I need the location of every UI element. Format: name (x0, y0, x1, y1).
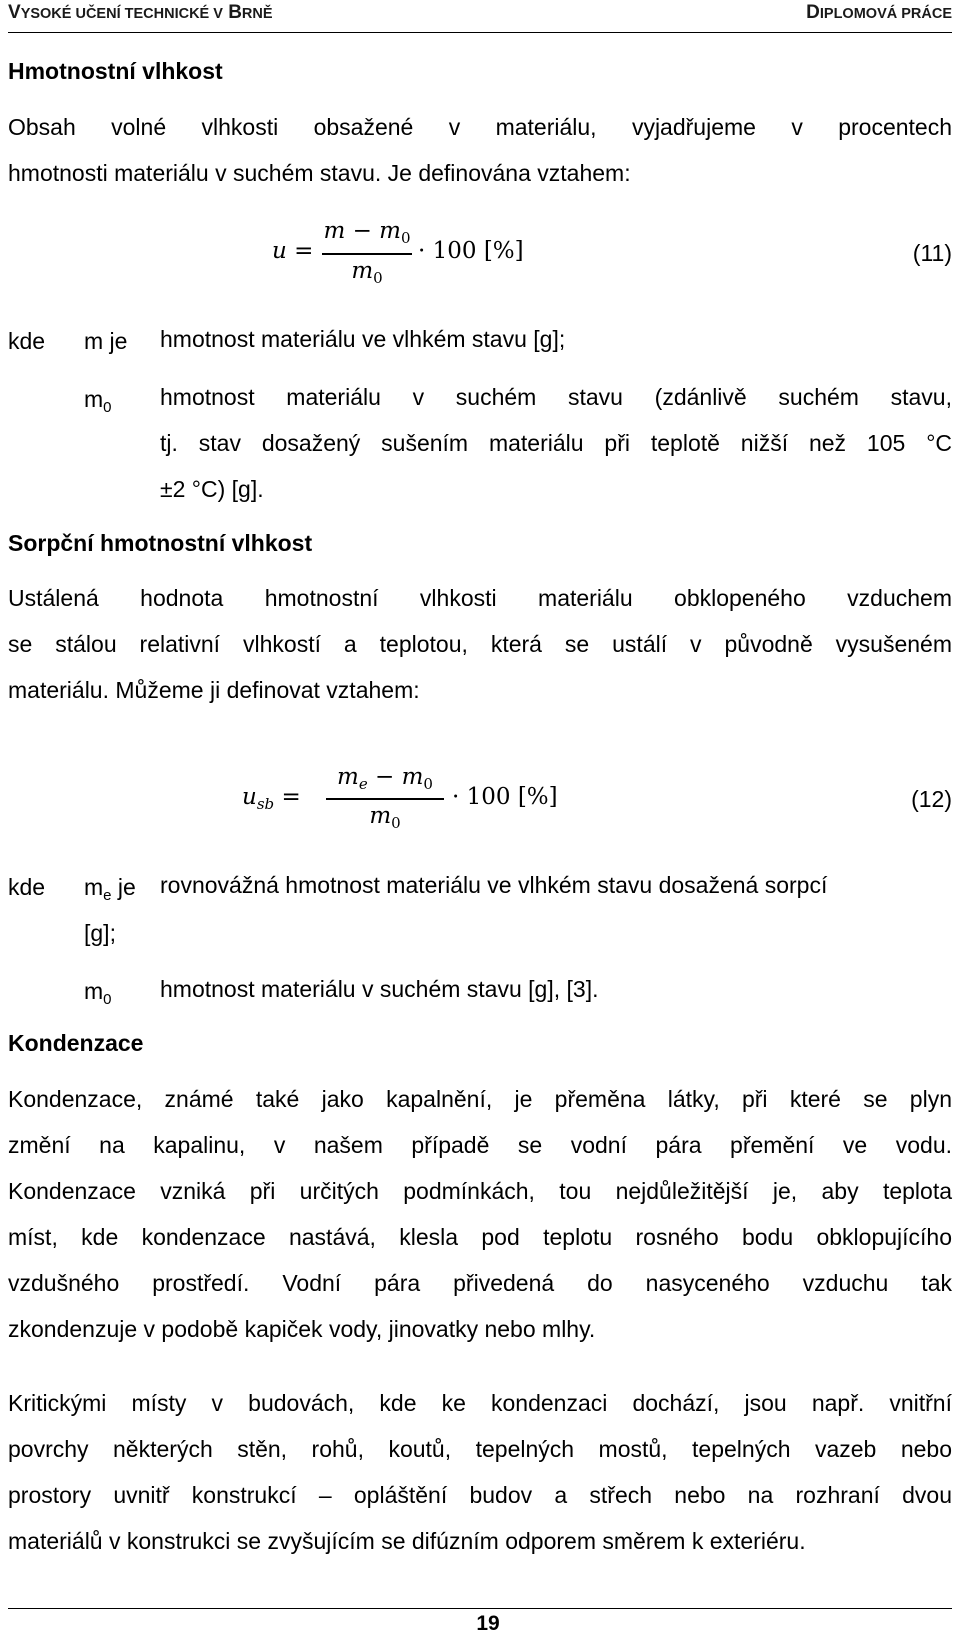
equation-11-lhs: u = (272, 238, 314, 264)
definition-text-me-unit: [g]; (84, 920, 116, 946)
equation-11-numerator: $m - m_0$ (323, 218, 411, 247)
text-line: změní na kapalinu, v našem případě se vodní pára přemění ve vodu. (8, 1132, 952, 1158)
text-line: vzdušného prostředí. Vodní pára přivedená do nasyceného vzduchu tak (8, 1270, 952, 1296)
text-line: ±2 °C) [g]. (160, 476, 264, 502)
text-line: Kritickými místy v budovách, kde ke kondenzaci dochází, jsou např. vnitřní (8, 1390, 952, 1416)
paragraph-moisture-definition (8, 104, 952, 196)
text-line: Kondenzace vzniká při určitých podmínkách, tou nejdůležitější je, aby teplota (8, 1178, 952, 1204)
text-line: tj. stav dosažený sušením materiálu při teplotě nižší než 105 °C (160, 430, 952, 456)
text-line: materiálu. Můžeme ji definovat vztahem: (8, 677, 420, 703)
heading-hmotnostni-vlhkost: Hmotnostní vlhkost (8, 58, 223, 84)
document-type: DIPLOMOVÁ PRÁCE (806, 2, 952, 23)
heading-kondenzace: Kondenzace (8, 1030, 144, 1056)
definition-text-m0 (160, 374, 952, 512)
definition-kde: kde (8, 328, 46, 354)
text-line: prostory uvnitř konstrukcí – opláštění budov a střech nebo na rozhraní dvou (8, 1482, 952, 1508)
heading-sorpcni-vlhkost: Sorpční hmotnostní vlhkost (8, 530, 313, 556)
footer-rule (8, 1608, 952, 1609)
equation-11-denominator: $m_0$ (351, 258, 383, 287)
text-line: Kondenzace, známé také jako kapalnění, je přeměna látky, při které se plyn (8, 1086, 952, 1112)
text-line: Obsah volné vlhkosti obsažené v materiálu, vyjadřujeme v procentech (8, 114, 952, 140)
equation-12-numerator: $m_e - m_0$ (337, 764, 433, 793)
equation-12-denominator: $m_0$ (369, 803, 401, 832)
paragraph-sorption-definition (8, 575, 952, 713)
fraction-bar (326, 798, 444, 800)
page-number: 19 (476, 1612, 500, 1635)
definition-text-m0: hmotnost materiálu v suchém stavu [g], [3]. (160, 976, 599, 1002)
text-line: Ustálená hodnota hmotnostní vlhkosti materiálu obklopeného vzduchem (8, 585, 952, 611)
paragraph-critical-places (8, 1380, 952, 1564)
equation-12-lhs: $u_{sb}$ = (242, 784, 301, 813)
text-line: povrchy některých stěn, rohů, koutů, tepelných mostů, tepelných vazeb nebo (8, 1436, 952, 1462)
equation-11-rhs: · 100 [%] (418, 238, 524, 264)
definition-symbol-me: $m_e$ je (84, 874, 136, 904)
definition-symbol-m0: $m_0$ (84, 386, 112, 416)
text-line: se stálou relativní vlhkostí a teplotou, která se ustálí v původně vysušeném (8, 631, 952, 657)
text-line: hmotnost materiálu v suchém stavu (zdánlivě suchém stavu, (160, 384, 952, 410)
equation-12-rhs: · 100 [%] (452, 784, 558, 810)
definition-symbol-m0: $m_0$ (84, 978, 112, 1008)
text-line: míst, kde kondenzace nastává, klesla pod teplotu rosného bodu obklopujícího (8, 1224, 952, 1250)
text-line: materiálů v konstrukci se zvyšujícím se difúzním odporem směrem k exteriéru. (8, 1528, 806, 1554)
definition-symbol-m: m je (84, 328, 128, 354)
equation-number-11: (11) (912, 240, 952, 266)
university-name: VYSOKÉ UČENÍ TECHNICKÉ V BRNĚ (8, 2, 273, 23)
definition-text-me: rovnovážná hmotnost materiálu ve vlhkém stavu dosažená sorpcí (160, 872, 828, 898)
paragraph-condensation (8, 1076, 952, 1352)
page-header (8, 0, 952, 33)
definition-text-m: hmotnost materiálu ve vlhkém stavu [g]; (160, 326, 566, 352)
text-line: zkondenzuje v podobě kapiček vody, jinovatky nebo mlhy. (8, 1316, 596, 1342)
definition-kde: kde (8, 874, 46, 900)
equation-number-12: (12) (911, 786, 952, 812)
text-line: hmotnosti materiálu v suchém stavu. Je definována vztahem: (8, 160, 631, 186)
fraction-bar (322, 253, 412, 255)
